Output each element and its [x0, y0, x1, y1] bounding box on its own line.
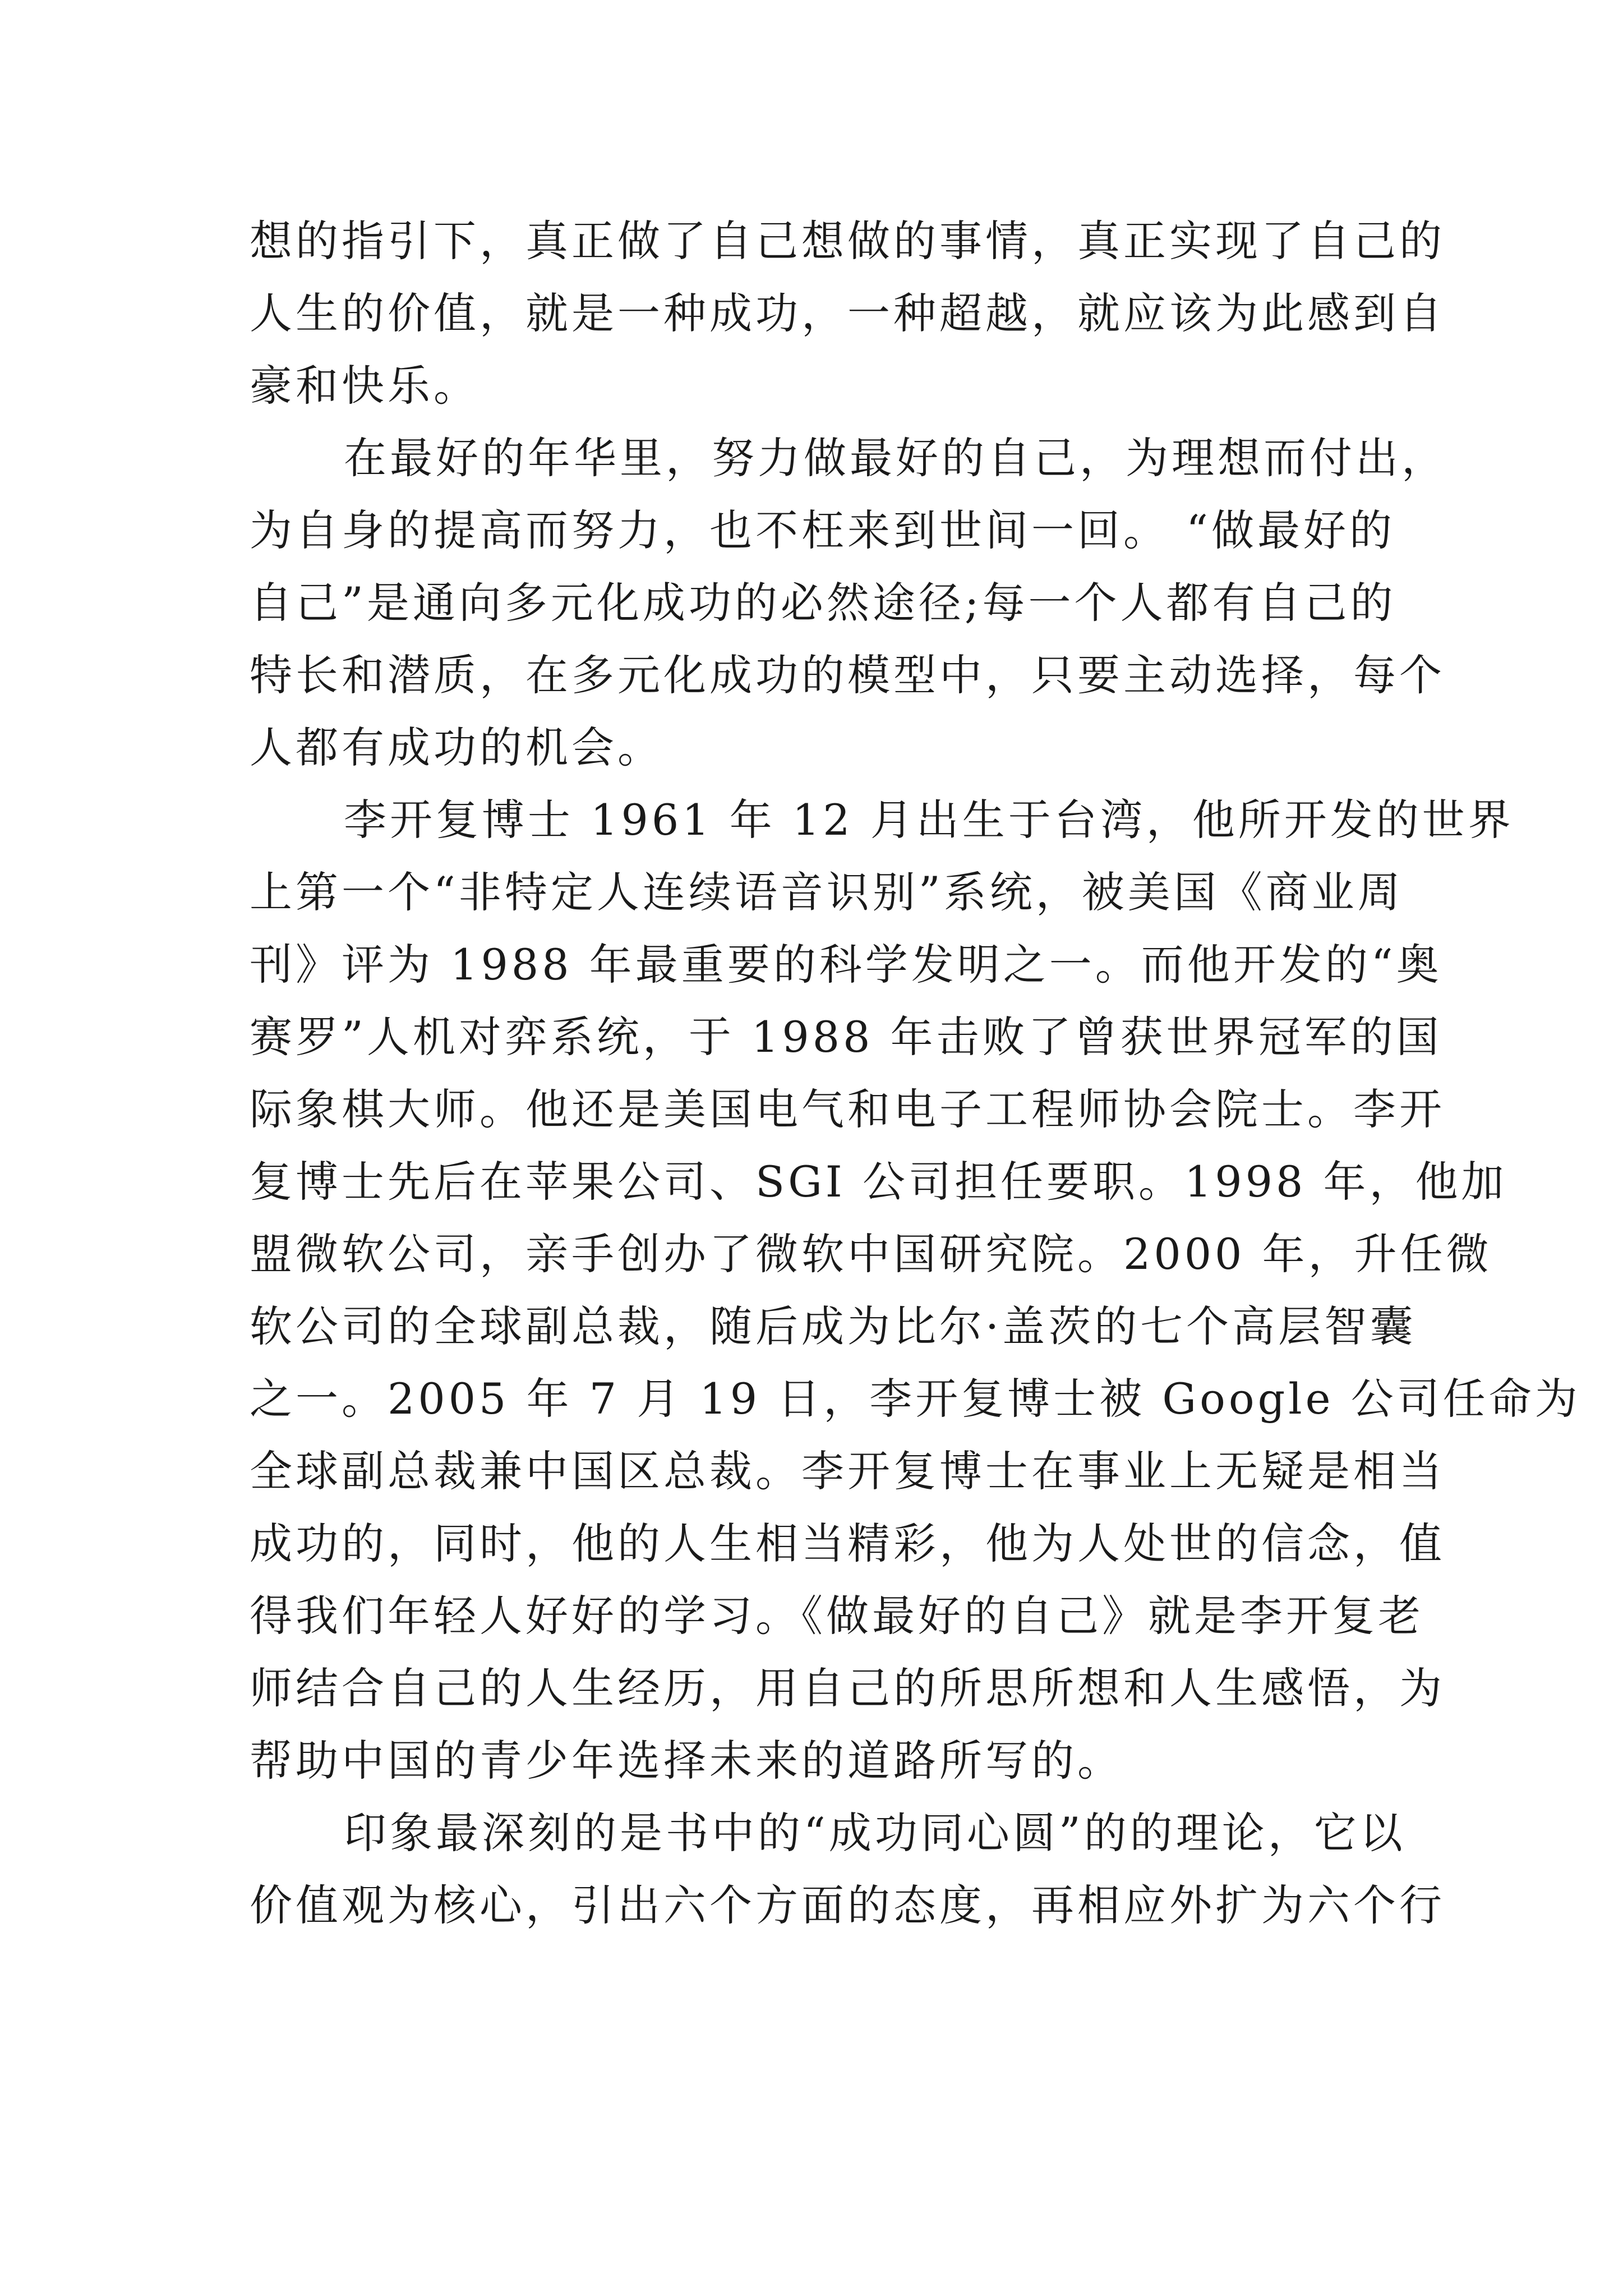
text-line: 豪和快乐。 — [250, 361, 479, 411]
text-line: 师结合自己的人生经历，用自己的所思所想和人生感悟，为 — [250, 1663, 1445, 1713]
text-line: 在最好的年华里，努力做最好的自己，为理想而付出， — [344, 433, 1447, 483]
paragraph-3 — [250, 784, 1581, 1797]
body-text — [250, 205, 1581, 1941]
text-line: 帮助中国的青少年选择未来的道路所写的。 — [250, 1736, 1123, 1786]
text-line: 得我们年轻人好好的学习。《做最好的自己》就是李开复老 — [250, 1591, 1424, 1641]
text-line: 盟微软公司，亲手创办了微软中国研究院。2000 年，升任微 — [250, 1229, 1492, 1279]
text-line: 软公司的全球副总裁，随后成为比尔·盖茨的七个高层智囊 — [250, 1301, 1417, 1351]
text-line: 印象最深刻的是书中的“成功同心圆”的的理论，它以 — [344, 1808, 1406, 1858]
text-line: 自己”是通向多元化成功的必然途径;每一个人都有自己的 — [250, 578, 1396, 628]
text-line: 全球副总裁兼中国区总裁。李开复博士在事业上无疑是相当 — [250, 1446, 1445, 1496]
text-line: 人都有成功的机会。 — [250, 723, 663, 772]
paragraph-4 — [250, 1797, 1445, 1941]
text-line: 特长和潜质，在多元化成功的模型中，只要主动选择，每个 — [250, 650, 1445, 700]
text-line: 人生的价值，就是一种成功，一种超越，就应该为此感到自 — [250, 288, 1445, 338]
text-line: 复博士先后在苹果公司、SGI 公司担任要职。1998 年，他加 — [250, 1157, 1507, 1207]
text-line: 之一。2005 年 7 月 19 日，李开复博士被 Google 公司任命为 — [250, 1374, 1581, 1424]
paragraph-1 — [250, 205, 1445, 422]
text-line: 上第一个“非特定人连续语音识别”系统，被美国《商业周 — [250, 867, 1404, 917]
text-line: 为自身的提高而努力，也不枉来到世间一回。 “做最好的 — [250, 505, 1396, 555]
text-line: 成功的，同时，他的人生相当精彩，他为人处世的信念，值 — [250, 1519, 1445, 1568]
paragraph-2 — [250, 422, 1447, 784]
text-line: 李开复博士 1961 年 12 月出生于台湾，他所开发的世界 — [344, 795, 1514, 845]
text-line: 刊》评为 1988 年最重要的科学发明之一。而他开发的“奥 — [250, 940, 1442, 990]
text-line: 想的指引下，真正做了自己想做的事情，真正实现了自己的 — [250, 216, 1445, 266]
text-line: 价值观为核心，引出六个方面的态度，再相应外扩为六个行 — [250, 1880, 1445, 1930]
text-line: 际象棋大师。他还是美国电气和电子工程师协会院士。李开 — [250, 1084, 1445, 1134]
text-line: 赛罗”人机对弈系统，于 1988 年击败了曾获世界冠军的国 — [250, 1012, 1442, 1062]
